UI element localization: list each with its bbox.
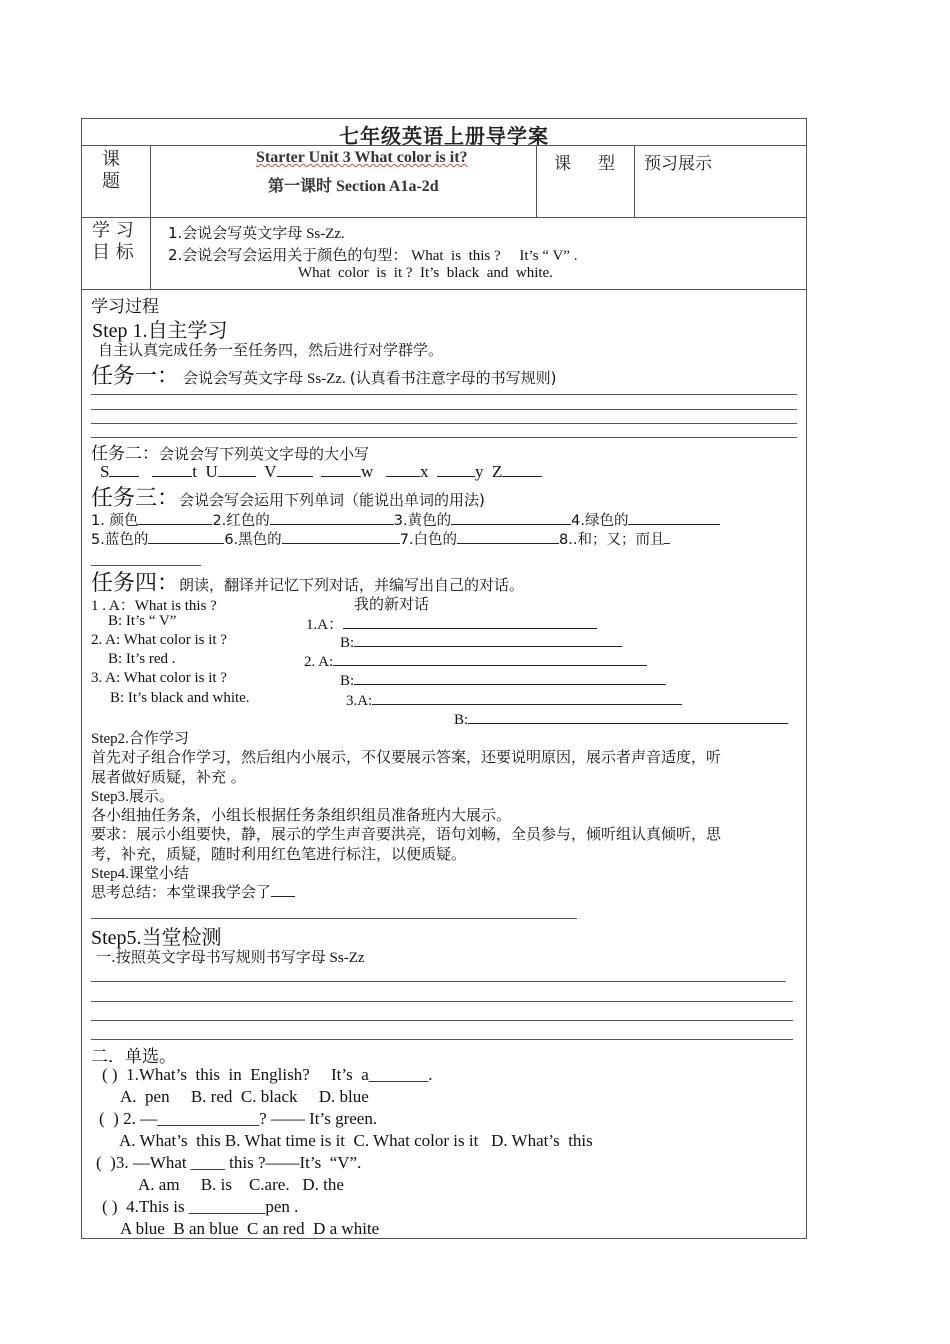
quiz-4-options: A blue B an blue C an red D a white bbox=[120, 1219, 380, 1238]
letter-blank[interactable] bbox=[109, 462, 139, 477]
worksheet-title: 七年级英语上册导学案 bbox=[339, 124, 549, 148]
writing-line[interactable] bbox=[91, 1001, 793, 1002]
step5-heading: Step5.当堂检测 bbox=[91, 925, 222, 949]
summary-line[interactable] bbox=[91, 918, 577, 919]
goals-label-2: 目 标 bbox=[92, 242, 134, 263]
word-blank[interactable] bbox=[148, 529, 224, 544]
task3-line: 任务三：会说会写会运用下列单词（能说出单词的用法) bbox=[91, 486, 485, 511]
divider bbox=[82, 145, 806, 146]
task2-line: 任务二：会说会写下列英文字母的大小写 bbox=[91, 444, 370, 464]
writing-line[interactable] bbox=[91, 981, 786, 982]
step2-heading: Step2.合作学习 bbox=[91, 729, 189, 747]
step3-desc: 各小组抽任务条，小组长根据任务条组织组员准备班内大展示。 bbox=[91, 806, 512, 824]
letter-blank[interactable] bbox=[277, 462, 313, 477]
task2-letters: S t U V w x y Z bbox=[100, 462, 542, 482]
writing-line[interactable] bbox=[91, 1039, 793, 1040]
summary-blank[interactable] bbox=[271, 882, 295, 897]
quiz-4-stem: ( ) 4.This is _________pen . bbox=[102, 1197, 299, 1216]
letter-blank[interactable] bbox=[386, 462, 420, 477]
divider bbox=[82, 217, 806, 218]
quiz-3-stem: ( )3. —What ____ this ?——It’s “V”. bbox=[96, 1153, 362, 1172]
dialog-2-a: 2. A: What color is it ? bbox=[91, 632, 227, 648]
step3-req-1: 要求：展示小组要快，静，展示的学生声音要洪亮，语句刘畅，全员参与，倾听组认真倾听，思 bbox=[91, 825, 722, 843]
step3-req-2: 考，补充，质疑，随时利用红色笔进行标注，以便质疑。 bbox=[91, 845, 467, 863]
task3-row-1: 1. 颜色 2.红色的 3.黄色的 4.绿色的 bbox=[91, 509, 720, 530]
step3-heading: Step3.展示。 bbox=[91, 787, 174, 805]
task4-line: 任务四：朗读，翻译并记忆下列对话，并编写出自己的对话。 bbox=[91, 571, 525, 596]
writing-line[interactable] bbox=[91, 409, 797, 410]
task3-row-2: 5.蓝色的 6.黑色的 7.白色的 8..和；又；而且 bbox=[91, 528, 670, 549]
writing-line[interactable] bbox=[91, 1020, 793, 1021]
quiz-1-stem: ( ) 1.What’s this in English? It’s a_______. bbox=[102, 1065, 433, 1084]
new-dialog-title: 我的新对话 bbox=[354, 595, 430, 613]
dialog-3-a: 3. A: What color is it ? bbox=[91, 670, 227, 686]
topic-title bbox=[256, 149, 468, 167]
quiz-3-options: A. am B. is C.are. D. the bbox=[138, 1175, 344, 1194]
dialog-1-a: 1 . A：What is this ? bbox=[91, 598, 217, 614]
divider bbox=[634, 145, 635, 217]
new-dialog-1-b[interactable]: B: bbox=[340, 632, 622, 652]
step2-desc-2: 展者做好质疑，补充 。 bbox=[91, 768, 246, 786]
quiz-2-options: A. What’s this B. What time is it C. What color is it D. What’s this bbox=[119, 1131, 593, 1150]
new-dialog-2-a[interactable]: 2. A: bbox=[304, 651, 647, 671]
goal-item-2: 2.会说会写会运用关于颜色的句型： What is this ? It’s “ V” . bbox=[168, 246, 578, 264]
topic-subtitle: 第一课时 Section A1a-2d bbox=[268, 176, 439, 195]
task1-line: 任务一： 会说会写英文字母 Ss-Zz. (认真看书注意字母的书写规则) bbox=[91, 364, 557, 389]
goal-item-3: What color is it ? It’s black and white. bbox=[298, 265, 553, 281]
writing-line[interactable] bbox=[91, 437, 797, 438]
type-label: 课 型 bbox=[554, 154, 616, 174]
letter-blank[interactable] bbox=[502, 462, 542, 477]
word-blank[interactable] bbox=[457, 529, 559, 544]
word-blank[interactable] bbox=[451, 510, 571, 525]
dialog-2-b: B: It’s red . bbox=[108, 651, 176, 667]
writing-line[interactable] bbox=[91, 394, 797, 395]
goal-item-1: 1.会说会写英文字母 Ss-Zz. bbox=[168, 224, 345, 242]
step5-part1: 一.按照英文字母书写规则书写字母 Ss-Zz bbox=[96, 948, 365, 966]
divider bbox=[82, 289, 806, 290]
word-blank[interactable] bbox=[628, 510, 720, 525]
dialog-3-b: B: It’s black and white. bbox=[110, 690, 250, 706]
step5-part2: 二．单选。 bbox=[91, 1047, 176, 1067]
word-blank[interactable] bbox=[138, 510, 212, 525]
new-dialog-3-b[interactable]: B: bbox=[454, 709, 788, 729]
step1-desc: 自主认真完成任务一至任务四，然后进行对学群学。 bbox=[98, 341, 444, 359]
letter-blank[interactable] bbox=[321, 462, 361, 477]
topic-title-text: Starter Unit 3 What color is it? bbox=[256, 149, 468, 166]
goals-label-1: 学 习 bbox=[92, 220, 134, 241]
letter-blank[interactable] bbox=[437, 462, 475, 477]
worksheet-table bbox=[81, 118, 807, 1239]
word-blank[interactable] bbox=[270, 510, 394, 525]
word-blank[interactable] bbox=[664, 529, 670, 544]
step2-desc-1: 首先对子组合作学习，然后组内小展示，不仅要展示答案，还要说明原因，展示者声音适度，听 bbox=[91, 748, 722, 766]
letter-blank[interactable] bbox=[152, 462, 192, 477]
step4-heading: Step4.课堂小结 bbox=[91, 864, 189, 882]
word-blank[interactable] bbox=[282, 529, 400, 544]
process-heading: 学习过程 bbox=[91, 297, 159, 317]
step1-heading: Step 1.自主学习 bbox=[92, 318, 228, 342]
writing-line[interactable] bbox=[91, 423, 797, 424]
quiz-1-options: A. pen B. red C. black D. blue bbox=[120, 1087, 369, 1106]
quiz-2-stem: ( ) 2. —____________? —— It’s green. bbox=[99, 1109, 378, 1128]
step4-desc: 思考总结：本堂课我学会了 bbox=[91, 881, 295, 902]
letter-blank[interactable] bbox=[218, 462, 256, 477]
new-dialog-1-a[interactable]: 1.A： bbox=[306, 613, 597, 634]
type-value: 预习展示 bbox=[644, 154, 712, 174]
dialog-1-b: B: It’s “ V” bbox=[108, 613, 177, 629]
divider bbox=[536, 145, 537, 217]
new-dialog-2-b[interactable]: B: bbox=[340, 670, 666, 690]
new-dialog-3-a[interactable]: 3.A: bbox=[346, 690, 682, 710]
topic-label: 课题 bbox=[102, 149, 120, 192]
